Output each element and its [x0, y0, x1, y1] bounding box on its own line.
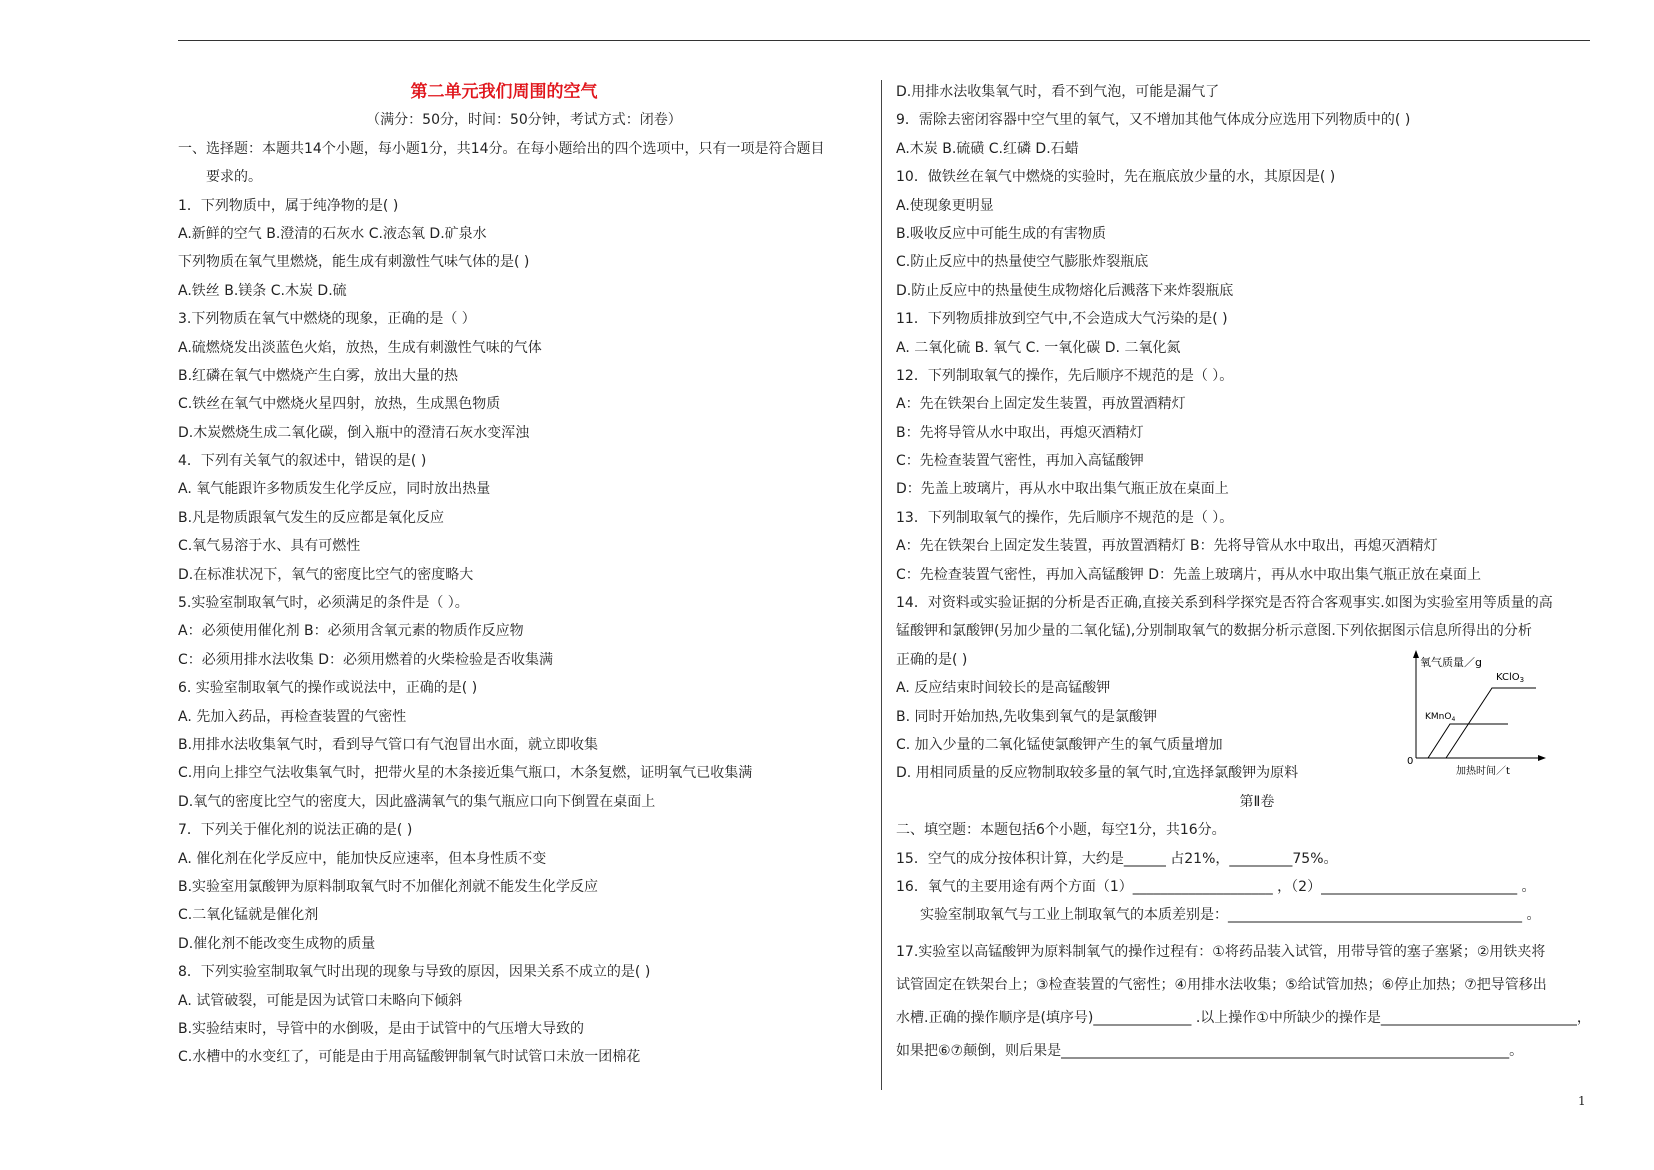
page-title: 第二单元我们周围的空气: [410, 82, 598, 102]
question-8-option-a: A. 试管破裂，可能是因为试管口未略向下倾斜: [178, 992, 463, 1009]
question-1: 1．下列物质中，属于纯净物的是( ): [178, 197, 399, 214]
question-8-option-d: D.用排水法收集氧气时，看不到气泡，可能是漏气了: [896, 84, 1220, 100]
question-3: 3.下列物质在氧气中燃烧的现象，正确的是（ ）: [178, 311, 476, 328]
kclo3-curve: [1446, 688, 1536, 758]
question-12-option-c: C：先检查装置气密性，再加入高锰酸钾: [896, 453, 1144, 470]
question-4-option-b: B.凡是物质跟氧气发生的反应都是氧化反应: [178, 509, 445, 526]
question-5: 5.实验室制取氧气时，必须满足的条件是（ ）。: [178, 595, 469, 612]
question-11: 11．下列物质排放到空气中,不会造成大气污染的是( ): [896, 311, 1228, 328]
question-17: 17.实验室以高锰酸钾为原料制氧气的操作过程有：①将药品装入试管，用带导管的塞子塞紧；②用铁夹将: [896, 943, 1546, 960]
question-10-option-d: D.防止反应中的热量使生成物熔化后溅落下来炸裂瓶底: [896, 282, 1234, 299]
question-11-options: A. 二氧化硫 B. 氧气 C. 一氧化碳 D. 二氧化氮: [896, 339, 1181, 356]
question-4-option-a: A. 氧气能跟许多物质发生化学反应，同时放出热量: [178, 481, 491, 498]
section-1-heading-cont: 要求的。: [206, 169, 262, 186]
question-14-option-a: A. 反应结束时间较长的是高锰酸钾: [896, 680, 1111, 697]
x-axis-label: 加热时间／t: [1456, 766, 1510, 777]
question-3-option-c: C.铁丝在氧气中燃烧火星四射，放热，生成黑色物质: [178, 396, 501, 413]
question-15: 15．空气的成分按体积计算，大约是______ 占21%，_________75%。: [896, 850, 1338, 867]
question-2: 下列物质在氧气里燃烧，能生成有刺激性气味气体的是( ): [178, 254, 530, 271]
question-14-option-c: C. 加入少量的二氧化锰使氯酸钾产生的氧气质量增加: [896, 736, 1223, 753]
question-7-option-d: D.催化剂不能改变生成物的质量: [178, 935, 376, 952]
question-5-options-cd: C：必须用排水法收集 D：必须用燃着的火柴检验是否收集满: [178, 651, 554, 668]
oxygen-mass-figure: [1398, 648, 1548, 777]
question-17-cont-2: 水槽.正确的操作顺序是(填序号)______________ .以上操作①中所缺少的操作是____________________________，: [896, 1009, 1591, 1026]
section-2-heading: 二、填空题：本题包括6个小题，每空1分，共16分。: [896, 822, 1226, 839]
question-7: 7．下列关于催化剂的说法正确的是( ): [178, 822, 413, 839]
question-14-cont-2: 正确的是( ): [896, 651, 968, 668]
question-6: 6. 实验室制取氧气的操作或说法中，正确的是( ): [178, 680, 478, 697]
question-9: 9．需除去密闭容器中空气里的氧气，又不增加其他气体成分应选用下列物质中的( ): [896, 112, 1411, 129]
exam-info: （满分：50分，时间：50分钟，考试方式：闭卷）: [366, 112, 682, 129]
question-7-option-a: A. 催化剂在化学反应中，能加快反应速率，但本身性质不变: [178, 850, 547, 867]
page-number: 1: [1578, 1094, 1586, 1108]
y-axis-label: 氧气质量／g: [1420, 656, 1482, 669]
origin-label: 0: [1407, 756, 1414, 767]
question-7-option-b: B.实验室用氯酸钾为原料制取氧气时不加催化剂就不能发生化学反应: [178, 878, 599, 895]
question-3-option-d: D.木炭燃烧生成二氧化碳，倒入瓶中的澄清石灰水变浑浊: [178, 424, 530, 441]
question-14-cont-1: 锰酸钾和氯酸钾(另加少量的二氧化锰),分别制取氧气的数据分析示意图.下列依据图示信息所得出的分析: [896, 623, 1532, 640]
question-8: 8．下列实验室制取氧气时出现的现象与导致的原因，因果关系不成立的是( ): [178, 964, 651, 981]
question-6-option-a: A. 先加入药品，再检查装置的气密性: [178, 708, 407, 725]
question-12: 12．下列制取氧气的操作，先后顺序不规范的是（ ）。: [896, 367, 1234, 384]
question-17-cont-1: 试管固定在铁架台上；③检查装置的气密性；④用排水法收集；⑤给试管加热；⑥停止加热；⑦把导管移出: [896, 976, 1547, 993]
kclo3-label: KClO$_3$: [1496, 672, 1525, 684]
question-6-option-c: C.用向上排空气法收集氧气时，把带火星的木条接近集气瓶口，木条复燃，证明氧气已收集满: [178, 765, 753, 782]
question-6-option-b: B.用排水法收集氧气时，看到导气管口有气泡冒出水面，就立即收集: [178, 736, 599, 753]
kmno4-curve: [1428, 724, 1508, 758]
right-column: [896, 78, 1618, 1068]
question-10-option-a: A.使现象更明显: [896, 197, 994, 214]
question-13-options-cd: C：先检查装置气密性，再加入高锰酸钾 D：先盖上玻璃片，再从水中取出集气瓶正放在桌面上: [896, 566, 1482, 583]
question-16-cont: 实验室制取氧气与工业上制取氧气的本质差别是：__________________________________________ 。: [920, 907, 1541, 924]
question-13-options-ab: A：先在铁架台上固定发生装置，再放置酒精灯 B：先将导管从水中取出，再熄灭酒精灯: [896, 538, 1438, 555]
volume-2-heading: 第Ⅱ卷: [1239, 793, 1275, 810]
question-4-option-d: D.在标准状况下，氧气的密度比空气的密度略大: [178, 566, 474, 583]
question-7-option-c: C.二氧化锰就是催化剂: [178, 907, 319, 924]
question-12-option-d: D：先盖上玻璃片，再从水中取出集气瓶正放在桌面上: [896, 481, 1229, 498]
question-6-option-d: D.氧气的密度比空气的密度大，因此盛满氧气的集气瓶应口向下倒置在桌面上: [178, 793, 656, 810]
question-8-option-b: B.实验结束时，导管中的水倒吸，是由于试管中的气压增大导致的: [178, 1020, 585, 1037]
question-3-option-b: B.红磷在氧气中燃烧产生白雾，放出大量的热: [178, 367, 459, 384]
question-14-option-d: D. 用相同质量的反应物制取较多量的氧气时,宜选择氯酸钾为原料: [896, 765, 1299, 782]
y-axis-arrow: [1413, 650, 1419, 658]
x-axis-arrow: [1538, 755, 1546, 761]
question-5-options-ab: A：必须使用催化剂 B：必须用含氧元素的物质作反应物: [178, 623, 524, 640]
question-10: 10．做铁丝在氧气中燃烧的实验时，先在瓶底放少量的水，其原因是( ): [896, 169, 1336, 186]
section-1-heading: 一、选择题：本题共14个小题，每小题1分，共14分。在每小题给出的四个选项中，只有一项是符合题目: [178, 140, 825, 157]
question-2-options: A.铁丝 B.镁条 C.木炭 D.硫: [178, 282, 347, 299]
question-14: 14．对资料或实验证据的分析是否正确,直接关系到科学探究是否符合客观事实.如图为实验室用等质量的高: [896, 595, 1553, 612]
question-3-option-a: A.硫燃烧发出淡蓝色火焰，放热，生成有刺激性气味的气体: [178, 339, 542, 356]
question-4-option-c: C.氧气易溶于水、具有可燃性: [178, 538, 361, 555]
question-12-option-b: B：先将导管从水中取出，再熄灭酒精灯: [896, 424, 1144, 441]
left-column: [178, 78, 870, 1072]
top-rule: [178, 40, 1590, 41]
question-10-option-b: B.吸收反应中可能生成的有害物质: [896, 225, 1107, 242]
question-13: 13．下列制取氧气的操作，先后顺序不规范的是（ ）。: [896, 509, 1234, 526]
question-9-options: A.木炭 B.硫磺 C.红磷 D.石蜡: [896, 140, 1079, 157]
question-12-option-a: A：先在铁架台上固定发生装置，再放置酒精灯: [896, 396, 1186, 413]
question-17-cont-3: 如果把⑥⑦颠倒，则后果是________________________________________________________________。: [896, 1042, 1524, 1059]
column-divider: [881, 80, 882, 1090]
question-1-options: A.新鲜的空气 B.澄清的石灰水 C.液态氧 D.矿泉水: [178, 225, 487, 242]
question-10-option-c: C.防止反应中的热量使空气膨胀炸裂瓶底: [896, 254, 1149, 271]
kmno4-label: KMnO$_4$: [1425, 712, 1456, 723]
question-16: 16．氧气的主要用途有两个方面（1）____________________ ，（2）____________________________ 。: [896, 878, 1536, 895]
question-14-option-b: B. 同时开始加热,先收集到氧气的是氯酸钾: [896, 708, 1157, 725]
question-4: 4．下列有关氧气的叙述中，错误的是( ): [178, 453, 427, 470]
question-8-option-c: C.水槽中的水变红了，可能是由于用高锰酸钾制氧气时试管口未放一团棉花: [178, 1049, 641, 1066]
